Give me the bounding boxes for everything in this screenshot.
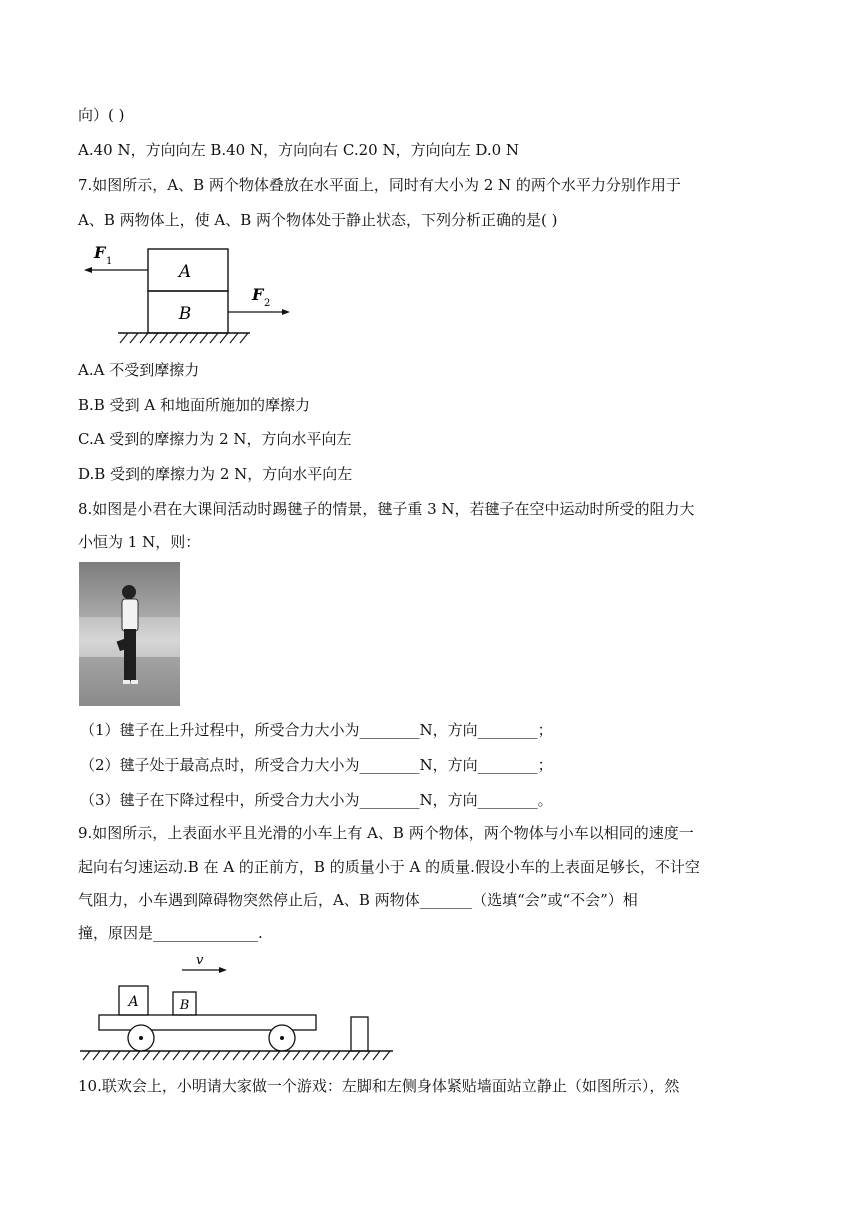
q7-stem-line2: A、B 两物体上，使 A、B 两个物体处于静止状态，下列分析正确的是( )	[78, 211, 558, 229]
q9-stem-line3: 气阻力，小车遇到障碍物突然停止后，A、B 两物体_______（选填“会”或“不会”）相	[78, 891, 638, 909]
q8-sub2: （2）毽子处于最高点时，所受合力大小为________N，方向________；	[80, 756, 553, 774]
q8-sub3: （3）毽子在下降过程中，所受合力大小为________N，方向________。	[80, 791, 553, 809]
q7-option-d: D.B 受到的摩擦力为 2 N，方向水平向左	[78, 465, 353, 483]
q8-stem-line2: 小恒为 1 N，则：	[78, 533, 201, 551]
q7-option-a: A.A 不受到摩擦力	[78, 361, 200, 379]
q6-options: A.40 N，方向向左 B.40 N，方向向右 C.20 N，方向向左 D.0 N	[78, 141, 520, 159]
q9-obstacle	[351, 1017, 368, 1051]
q9-label-b: B	[179, 998, 190, 1013]
q9-stem-line1: 9.如图所示，上表面水平且光滑的小车上有 A、B 两个物体，两个物体与小车以相同的速度一	[78, 824, 694, 842]
q8-sub1: （1）毽子在上升过程中，所受合力大小为________N，方向________；	[80, 721, 553, 739]
q9-ground-hatch	[83, 1051, 390, 1060]
q7-f1-sub: 1	[106, 256, 113, 267]
q7-option-c: C.A 受到的摩擦力为 2 N，方向水平向左	[78, 430, 352, 448]
q7-label-a: A	[178, 262, 192, 282]
q7-option-b: B.B 受到 A 和地面所施加的摩擦力	[78, 396, 310, 414]
q8-stem-line1: 8.如图是小君在大课间活动时踢毽子的情景，毽子重 3 N，若毽子在空中运动时所受的阻力大	[78, 500, 695, 518]
q7-f1-letter: F	[94, 243, 106, 262]
q9-stem-line2: 起向右匀速运动.B 在 A 的正前方，B 的质量小于 A 的质量.假设小车的上表面足够长，不计空	[78, 858, 700, 876]
q9-label-a: A	[128, 994, 139, 1010]
q7-label-b: B	[178, 304, 192, 324]
q9-velocity-arrowhead	[219, 967, 227, 973]
q10-stem-line1: 10.联欢会上，小明请大家做一个游戏：左脚和左侧身体紧贴墙面站立静止（如图所示），然	[78, 1077, 680, 1095]
q7-f2-sub: 2	[264, 298, 271, 309]
q7-stem-line1: 7.如图所示，A、B 两个物体叠放在水平面上，同时有大小为 2 N 的两个水平力分别作用于	[78, 176, 681, 194]
q7-f2-letter: F	[252, 285, 264, 304]
q6-tail: 向）( )	[78, 106, 125, 124]
q9-label-v: v	[196, 953, 204, 968]
q9-stem-line4: 撞，原因是______________.	[78, 924, 263, 942]
